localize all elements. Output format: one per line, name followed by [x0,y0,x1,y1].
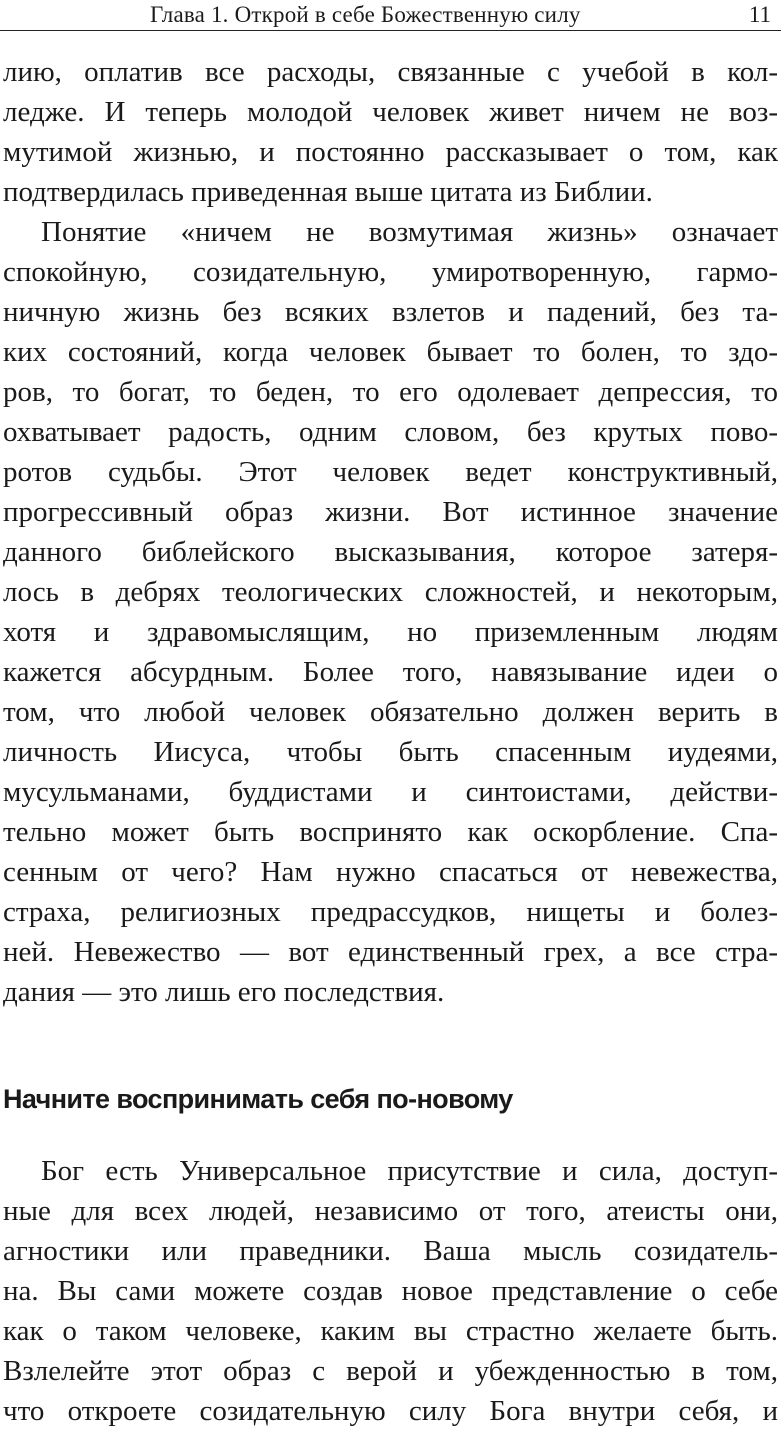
text-line: ные для всех людей, независимо от того, атеисты они, [3,1195,778,1227]
text-line: хотя и здравомыслящим, но приземленным людям [3,616,778,648]
text-line: страха, религиозных предрассудков, нищеты и болез- [3,896,778,928]
text-line: Бог есть Универсальное присутствие и сила, доступ- [41,1155,778,1187]
text-line: ничную жизнь без всяких взлетов и падений, без та- [3,296,778,328]
text-line: дания — это лишь его последствия. [3,976,445,1008]
text-line: лию, оплатив все расходы, связанные с учебой в кол- [3,56,778,88]
text-line: сенным от чего? Нам нужно спасаться от невежества, [3,856,778,888]
text-line: Взлелейте этот образ с верой и убежденностью в том, [3,1355,778,1387]
text-line: прогрессивный образ жизни. Вот истинное значение [3,496,778,528]
text-line: мутимой жизнью, и постоянно рассказывает о том, как [3,136,778,168]
section-heading: Начните воспринимать себя по-новому [3,1084,513,1114]
chapter-title: Глава 1. Открой в себе Божественную силу [150,2,581,27]
text-line: спокойную, созидательную, умиротворенную, гармо- [3,256,778,288]
text-line: личность Иисуса, чтобы быть спасенным иудеями, [3,736,778,768]
text-line: мусульманами, буддистами и синтоистами, действи- [3,776,778,808]
page-number: 11 [748,2,771,27]
text-line: агностики или праведники. Ваша мысль созидатель- [3,1235,778,1267]
text-line: том, что любой человек обязательно должен верить в [3,696,778,728]
text-line: ротов судьбы. Этот человек ведет конструктивный, [3,456,778,488]
text-line: что откроете созидательную силу Бога внутри себя, и [3,1395,778,1427]
running-header [0,0,781,31]
paragraph [3,1151,778,1431]
text-line: подтвердилась приведенная выше цитата из Библии. [3,176,653,208]
text-line: кажется абсурдным. Более того, навязывание идеи о [3,656,778,688]
text-line: данного библейского высказывания, которое затеря- [3,536,778,568]
text-line: ледже. И теперь молодой человек живет ничем не воз- [3,96,778,128]
text-line: тельно может быть воспринято как оскорбление. Спа- [3,816,778,848]
text-line: ких состояний, когда человек бывает то болен, то здо- [3,336,778,368]
text-line: на. Вы сами можете создав новое представление о себе [3,1275,778,1307]
paragraph [3,212,778,1012]
page-body [3,52,778,1431]
text-line: ров, то богат, то беден, то его одолевает депрессия, то [3,376,778,408]
paragraph [3,52,778,212]
text-line: как о таком человеке, каким вы страстно желаете быть. [3,1315,778,1347]
text-line: лось в дебрях теологических сложностей, и некоторым, [3,576,778,608]
text-line: охватывает радость, одним словом, без крутых пово- [3,416,778,448]
text-line: Понятие «ничем не возмутимая жизнь» означает [41,216,778,248]
text-line: ней. Невежество — вот единственный грех, а все стра- [3,936,778,968]
